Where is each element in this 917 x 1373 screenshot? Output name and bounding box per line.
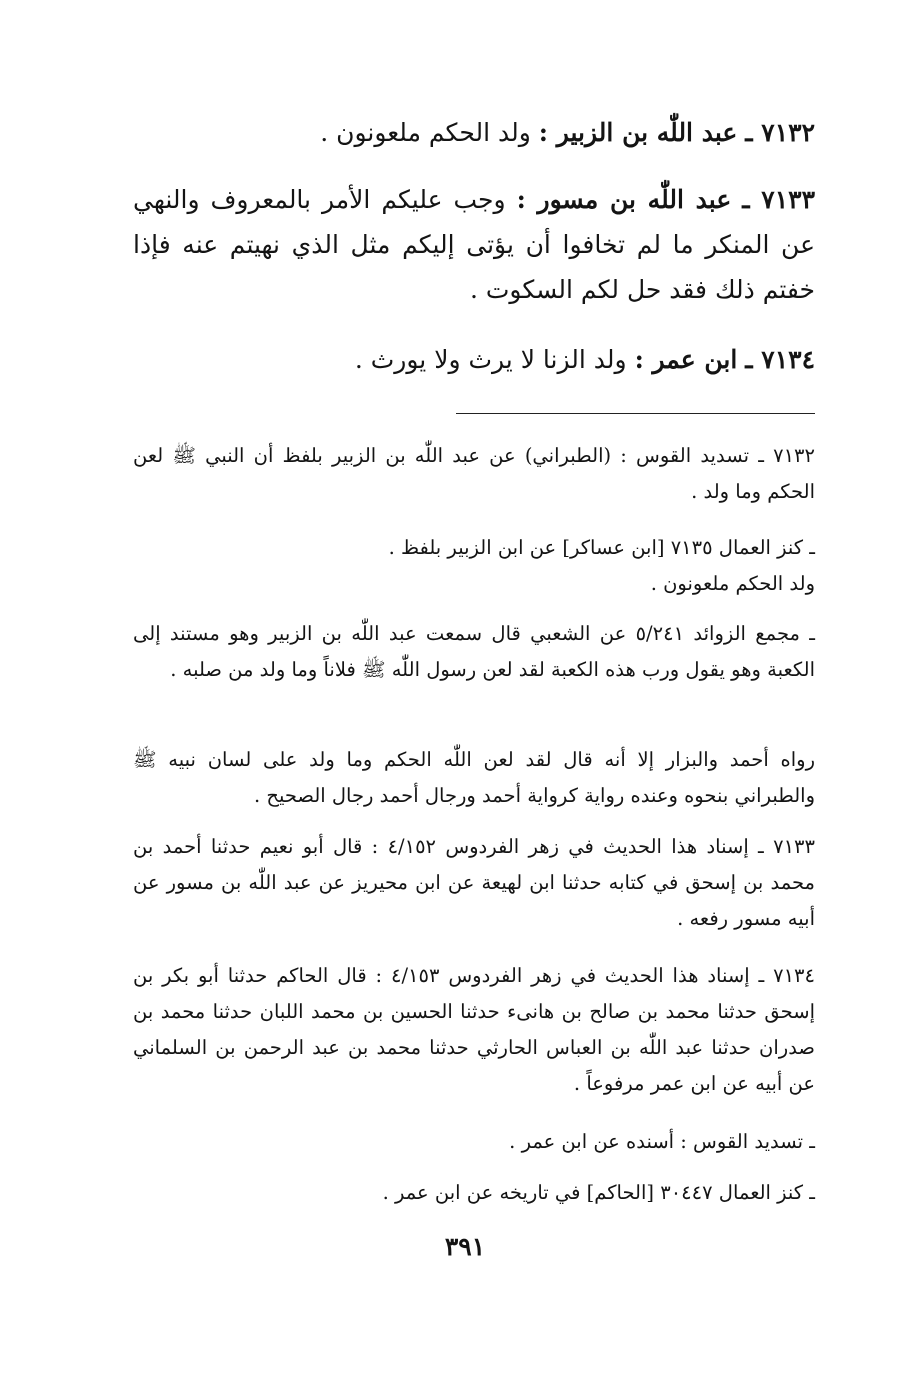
entry-7133 <box>133 177 815 312</box>
entry-narrator: ابن عمر : <box>634 345 738 374</box>
entry-number: ٧١٣٢ ـ <box>745 118 815 147</box>
entry-text: ولد الحكم ملعونون . <box>320 118 531 147</box>
entry-narrator: عبد اللّٰه بن الزبير : <box>538 118 738 147</box>
entry-number: ٧١٣٤ ـ <box>745 345 815 374</box>
entry-text: ولد الزنا لا يرث ولا يورث . <box>354 345 627 374</box>
entry-narrator: عبد اللّٰه بن مسور : <box>516 185 732 214</box>
footnote-quoted-text: ولد الحكم ملعونون . <box>650 572 815 595</box>
footnote-majma-zawaid: ـ مجمع الزوائد ٥/٢٤١ عن الشعبي قال سمعت عبد اللّٰه بن الزبير وهو مستند إلى الكعبة وهو يقول ورب هذه الكعبة لقد لعن رسول اللّٰه ﷺ فلاناً وما ولد من صلبه . <box>133 622 816 681</box>
footnote-7134-isnad: ٧١٣٤ ـ إسناد هذا الحديث في زهر الفردوس ٤/١٥٣ : قال الحاكم حدثنا أبو بكر بن إسحق حدثنا محمد بن صالح بن هانىء حدثنا الحسين بن محمد اللبان حدثنا محمد بن صدران حدثنا عبد اللّٰه بن العباس الحارثي حدثنا محمد بن عبد الرحمن بن السلماني عن أبيه عن ابن عمر مرفوعاً . <box>133 964 815 1095</box>
entry-7132 <box>133 110 815 155</box>
footnote-7132-source: ٧١٣٢ ـ تسديد القوس : (الطبراني) عن عبد اللّٰه بن الزبير بلفظ أن النبي ﷺ لعن الحكم وما ولد . <box>133 444 815 503</box>
footnote-tasdid: ـ تسديد القوس : أسنده عن ابن عمر . <box>509 1130 815 1153</box>
entry-number: ٧١٣٣ ـ <box>742 185 816 214</box>
footnote-7133-isnad: ٧١٣٣ ـ إسناد هذا الحديث في زهر الفردوس ٤/١٥٢ : قال أبو نعيم حدثنا أحمد بن محمد بن إسحق في كتابه حدثنا ابن لهيعة عن ابن محيريز عن عبد اللّٰه بن مسور عن أبيه مسور رفعه . <box>133 835 815 930</box>
footnote-riwayah: رواه أحمد والبزار إلا أنه قال لقد لعن اللّٰه الحكم وما ولد على لسان نبيه ﷺ والطبراني بنحوه وعنده رواية كرواية أحمد ورجال أحمد رجال الصحيح . <box>133 748 815 807</box>
entry-text: وجب عليكم الأمر بالمعروف والنهي عن المنكر ما لم تخافوا أن يؤتى إليكم مثل الذي نهيتم عنه فإذا خفتم ذلك فقد حل لكم السكوت . <box>133 185 815 304</box>
page-number: ٣٩١ <box>444 1232 486 1261</box>
footnote-divider <box>456 413 815 414</box>
footnote-kanz-30447: ـ كنز العمال ٣٠٤٤٧ [الحاكم] في تاريخه عن ابن عمر . <box>382 1181 815 1204</box>
entry-7134 <box>133 337 815 382</box>
footnote-kanz-7135: ـ كنز العمال ٧١٣٥ [ابن عساكر] عن ابن الزبير بلفظ . <box>388 536 815 559</box>
